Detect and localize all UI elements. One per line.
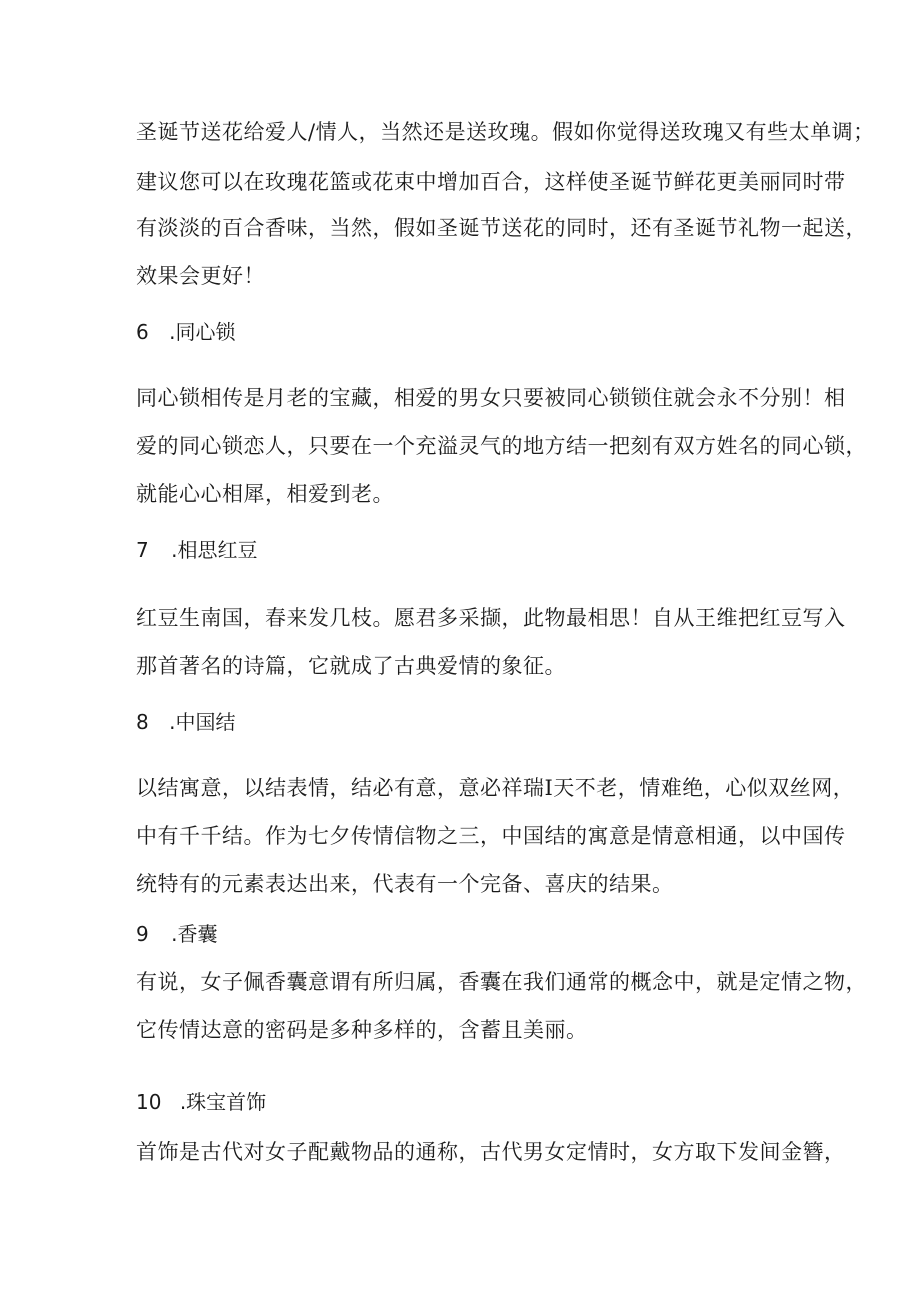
- section-title: .相思红豆: [171, 538, 258, 562]
- section-number: 9: [136, 922, 149, 946]
- section-heading: [136, 920, 217, 948]
- paragraph-line: 中有千千结。作为七夕传情信物之三，中国结的寓意是情意相通，以中国传: [136, 824, 846, 848]
- paragraph-line: 建议您可以在玫瑰花篮或花束中增加百合，这样使圣诞节鲜花更美丽同时带: [136, 170, 846, 194]
- section-title: .珠宝首饰: [179, 1090, 267, 1114]
- section-heading: [136, 318, 235, 346]
- paragraph-line: 就能心心相犀，相爱到老。: [136, 482, 394, 506]
- paragraph-line: 以结寓意，以结表情，结必有意，意必祥瑞I天不老，情难绝，心似双丝网，: [136, 776, 855, 800]
- paragraph-line: 爱的同心锁恋人，只要在一个充溢灵气的地方结一把刻有双方姓名的同心锁，: [136, 434, 867, 458]
- paragraph-line: 它传情达意的密码是多种多样的，含蓄且美丽。: [136, 1018, 588, 1042]
- paragraph-line: 红豆生南国，春来发几枝。愿君多采撷，此物最相思！自从王维把红豆写入: [136, 606, 846, 630]
- paragraph-line: 圣诞节送花给爱人/情人，当然还是送玫瑰。假如你觉得送玫瑰又有些太单调；: [136, 120, 875, 144]
- section-heading: [136, 708, 235, 736]
- section-number: 6: [136, 320, 149, 344]
- paragraph-line: 有淡淡的百合香味，当然，假如圣诞节送花的同时，还有圣诞节礼物一起送，: [136, 216, 867, 240]
- section-title: .香囊: [171, 922, 218, 946]
- section-number: 10: [136, 1090, 162, 1114]
- paragraph-line: 那首著名的诗篇，它就成了古典爱情的象征。: [136, 654, 566, 678]
- section-title: .同心锁: [169, 320, 236, 344]
- paragraph-line: 同心锁相传是月老的宝藏，相爱的男女只要被同心锁锁住就会永不分别！相: [136, 386, 846, 410]
- section-number: 7: [136, 538, 149, 562]
- section-number: 8: [136, 710, 149, 734]
- paragraph-line: 有说，女子佩香囊意谓有所归属，香囊在我们通常的概念中，就是定情之物，: [136, 970, 867, 994]
- section-heading: [136, 1088, 266, 1116]
- paragraph-line: 首饰是古代对女子配戴物品的通称，古代男女定情时，女方取下发间金簪，: [136, 1140, 846, 1164]
- section-heading: [136, 536, 257, 564]
- paragraph-line: 统特有的元素表达出来，代表有一个完备、喜庆的结果。: [136, 872, 674, 896]
- section-title: .中国结: [169, 710, 236, 734]
- paragraph-line: 效果会更好！: [136, 264, 265, 288]
